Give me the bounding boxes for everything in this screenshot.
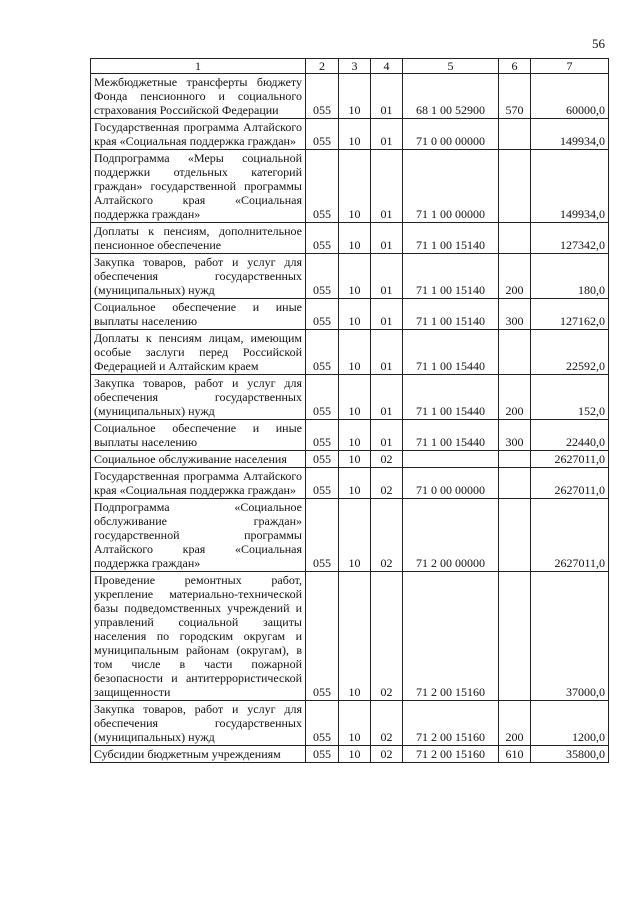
amount-cell: 1200,0	[531, 701, 609, 746]
amount-cell: 22592,0	[531, 330, 609, 375]
row-name-cell: Доплаты к пенсиям лицам, имеющим особые заслуги перед Российской Федерацией и Алтайским краем	[91, 330, 306, 375]
row-name-cell: Государственная программа Алтайского края «Социальная поддержка граждан»	[91, 468, 306, 499]
target-article-cell: 71 0 00 00000	[403, 468, 499, 499]
grbs-code-cell: 055	[306, 499, 339, 572]
grbs-code-cell: 055	[306, 468, 339, 499]
row-name-cell: Подпрограмма «Меры социальной поддержки отдельных категорий граждан» государственной программы Алтайского края «Социальная поддержка граждан»	[91, 150, 306, 223]
subsection-code-cell: 01	[371, 299, 403, 330]
expense-type-cell	[499, 119, 531, 150]
table-row	[91, 701, 609, 746]
amount-cell: 127342,0	[531, 223, 609, 254]
target-article-cell: 71 2 00 15160	[403, 746, 499, 763]
target-article-cell: 71 1 00 00000	[403, 150, 499, 223]
amount-cell: 60000,0	[531, 74, 609, 119]
table-row	[91, 150, 609, 223]
column-header: 4	[371, 59, 403, 74]
grbs-code-cell: 055	[306, 375, 339, 420]
target-article-cell: 71 1 00 15140	[403, 223, 499, 254]
table-row	[91, 223, 609, 254]
table-row	[91, 299, 609, 330]
budget-table	[90, 58, 609, 763]
row-name-cell: Проведение ремонтных работ, укрепление материально-технической базы подведомственных учреждений и управлений социальной защиты населения по городским округам и муниципальным районам (округам), в том числе в части пожарной безопасности и антитеррористической защищенности	[91, 572, 306, 701]
page-number: 56	[592, 36, 605, 51]
amount-cell: 149934,0	[531, 119, 609, 150]
subsection-code-cell: 01	[371, 223, 403, 254]
table-row	[91, 746, 609, 763]
table-row	[91, 420, 609, 451]
section-code-cell: 10	[339, 451, 371, 468]
expense-type-cell	[499, 499, 531, 572]
expense-type-cell: 300	[499, 299, 531, 330]
section-code-cell: 10	[339, 468, 371, 499]
table-header-row	[91, 59, 609, 74]
section-code-cell: 10	[339, 701, 371, 746]
section-code-cell: 10	[339, 499, 371, 572]
expense-type-cell: 570	[499, 74, 531, 119]
section-code-cell: 10	[339, 150, 371, 223]
row-name-cell: Доплаты к пенсиям, дополнительное пенсионное обеспечение	[91, 223, 306, 254]
row-name-cell: Межбюджетные трансферты бюджету Фонда пенсионного и социального страхования Российской Федерации	[91, 74, 306, 119]
expense-type-cell	[499, 451, 531, 468]
grbs-code-cell: 055	[306, 119, 339, 150]
row-name-cell: Государственная программа Алтайского края «Социальная поддержка граждан»	[91, 119, 306, 150]
grbs-code-cell: 055	[306, 746, 339, 763]
amount-cell: 22440,0	[531, 420, 609, 451]
amount-cell: 127162,0	[531, 299, 609, 330]
column-header: 6	[499, 59, 531, 74]
grbs-code-cell: 055	[306, 223, 339, 254]
expense-type-cell: 200	[499, 701, 531, 746]
amount-cell: 2627011,0	[531, 451, 609, 468]
grbs-code-cell: 055	[306, 572, 339, 701]
row-name-cell: Подпрограмма «Социальное обслуживание граждан» государственной программы Алтайского края «Социальная поддержка граждан»	[91, 499, 306, 572]
table-row	[91, 572, 609, 701]
table-row	[91, 74, 609, 119]
table-row	[91, 330, 609, 375]
amount-cell: 37000,0	[531, 572, 609, 701]
section-code-cell: 10	[339, 330, 371, 375]
subsection-code-cell: 02	[371, 572, 403, 701]
target-article-cell: 71 2 00 15160	[403, 701, 499, 746]
grbs-code-cell: 055	[306, 330, 339, 375]
grbs-code-cell: 055	[306, 701, 339, 746]
subsection-code-cell: 01	[371, 254, 403, 299]
row-name-cell: Социальное обеспечение и иные выплаты населению	[91, 420, 306, 451]
grbs-code-cell: 055	[306, 254, 339, 299]
column-header: 3	[339, 59, 371, 74]
section-code-cell: 10	[339, 74, 371, 119]
amount-cell: 152,0	[531, 375, 609, 420]
row-name-cell: Социальное обслуживание населения	[91, 451, 306, 468]
subsection-code-cell: 02	[371, 451, 403, 468]
grbs-code-cell: 055	[306, 299, 339, 330]
target-article-cell: 71 1 00 15440	[403, 330, 499, 375]
table-row	[91, 119, 609, 150]
target-article-cell: 68 1 00 52900	[403, 74, 499, 119]
table-row	[91, 375, 609, 420]
expense-type-cell: 610	[499, 746, 531, 763]
target-article-cell: 71 1 00 15140	[403, 254, 499, 299]
row-name-cell: Социальное обеспечение и иные выплаты населению	[91, 299, 306, 330]
target-article-cell	[403, 451, 499, 468]
row-name-cell: Закупка товаров, работ и услуг для обеспечения государственных (муниципальных) нужд	[91, 254, 306, 299]
amount-cell: 35800,0	[531, 746, 609, 763]
row-name-cell: Закупка товаров, работ и услуг для обеспечения государственных (муниципальных) нужд	[91, 701, 306, 746]
column-header: 7	[531, 59, 609, 74]
grbs-code-cell: 055	[306, 150, 339, 223]
subsection-code-cell: 02	[371, 701, 403, 746]
column-header: 1	[91, 59, 306, 74]
table-row	[91, 254, 609, 299]
target-article-cell: 71 1 00 15440	[403, 375, 499, 420]
subsection-code-cell: 01	[371, 420, 403, 451]
amount-cell: 2627011,0	[531, 499, 609, 572]
subsection-code-cell: 01	[371, 119, 403, 150]
subsection-code-cell: 01	[371, 375, 403, 420]
expense-type-cell	[499, 572, 531, 701]
grbs-code-cell: 055	[306, 451, 339, 468]
target-article-cell: 71 1 00 15140	[403, 299, 499, 330]
section-code-cell: 10	[339, 119, 371, 150]
table-row	[91, 451, 609, 468]
row-name-cell: Субсидии бюджетным учреждениям	[91, 746, 306, 763]
target-article-cell: 71 0 00 00000	[403, 119, 499, 150]
section-code-cell: 10	[339, 572, 371, 701]
grbs-code-cell: 055	[306, 420, 339, 451]
table-row	[91, 499, 609, 572]
target-article-cell: 71 2 00 00000	[403, 499, 499, 572]
amount-cell: 149934,0	[531, 150, 609, 223]
amount-cell: 180,0	[531, 254, 609, 299]
expense-type-cell: 200	[499, 254, 531, 299]
subsection-code-cell: 01	[371, 150, 403, 223]
section-code-cell: 10	[339, 746, 371, 763]
amount-cell: 2627011,0	[531, 468, 609, 499]
subsection-code-cell: 01	[371, 330, 403, 375]
section-code-cell: 10	[339, 254, 371, 299]
section-code-cell: 10	[339, 420, 371, 451]
target-article-cell: 71 2 00 15160	[403, 572, 499, 701]
column-header: 5	[403, 59, 499, 74]
expense-type-cell	[499, 150, 531, 223]
target-article-cell: 71 1 00 15440	[403, 420, 499, 451]
subsection-code-cell: 01	[371, 74, 403, 119]
subsection-code-cell: 02	[371, 499, 403, 572]
subsection-code-cell: 02	[371, 468, 403, 499]
section-code-cell: 10	[339, 375, 371, 420]
section-code-cell: 10	[339, 299, 371, 330]
expense-type-cell	[499, 468, 531, 499]
expense-type-cell	[499, 330, 531, 375]
expense-type-cell: 200	[499, 375, 531, 420]
column-header: 2	[306, 59, 339, 74]
expense-type-cell	[499, 223, 531, 254]
section-code-cell: 10	[339, 223, 371, 254]
expense-type-cell: 300	[499, 420, 531, 451]
grbs-code-cell: 055	[306, 74, 339, 119]
row-name-cell: Закупка товаров, работ и услуг для обеспечения государственных (муниципальных) нужд	[91, 375, 306, 420]
table-row	[91, 468, 609, 499]
subsection-code-cell: 02	[371, 746, 403, 763]
